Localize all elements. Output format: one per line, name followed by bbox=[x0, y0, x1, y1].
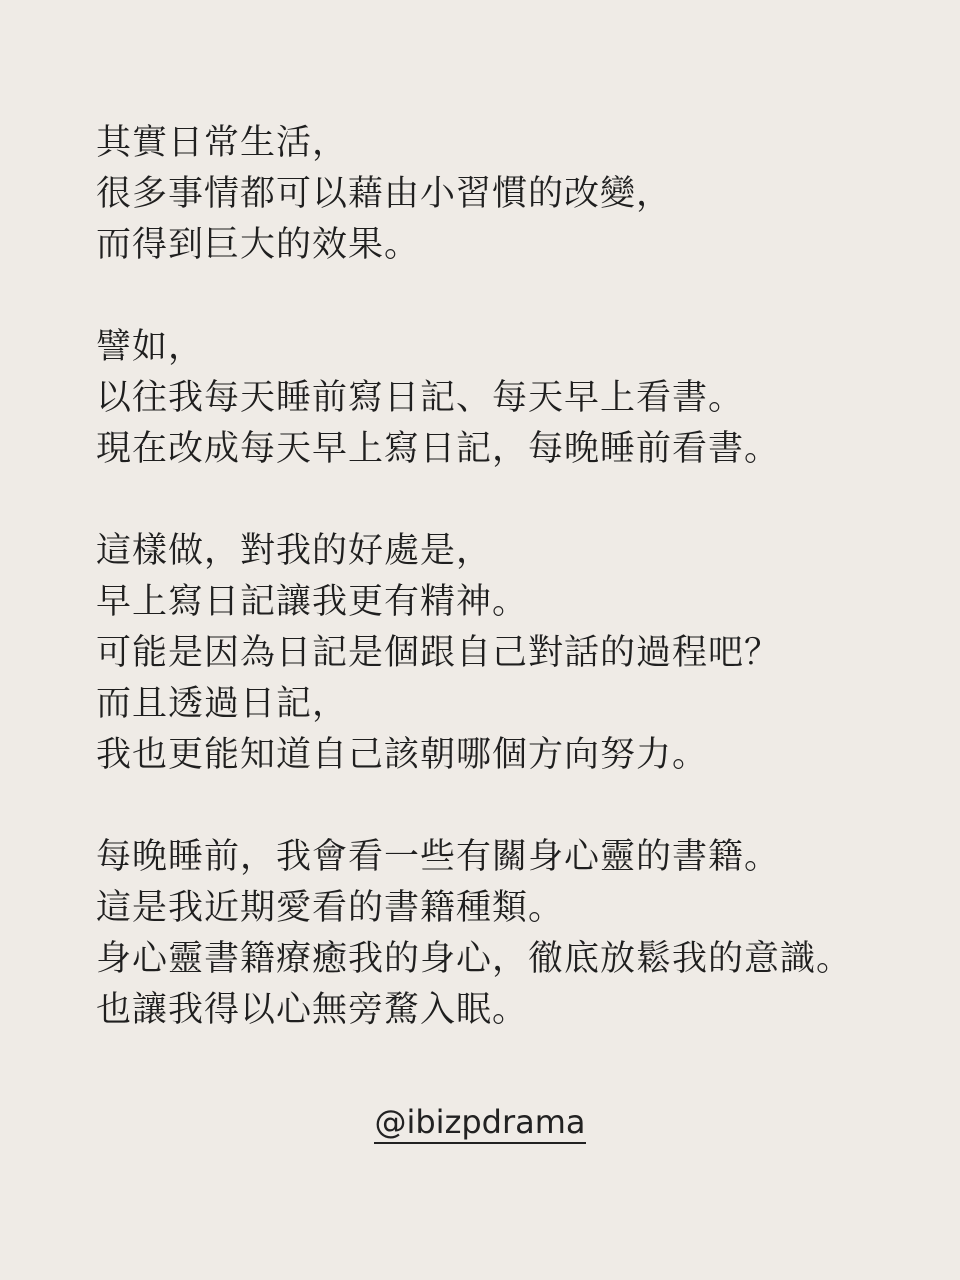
text-line: 也讓我得以心無旁騖入眠。 bbox=[96, 990, 529, 1030]
text-line: 而得到巨大的效果。 bbox=[96, 225, 421, 265]
text-line: 身心靈書籍療癒我的身心，徹底放鬆我的意識。 bbox=[96, 939, 853, 979]
text-line: 這樣做，對我的好處是， bbox=[96, 531, 493, 571]
text-line: 這是我近期愛看的書籍種類。 bbox=[96, 888, 565, 928]
author-handle bbox=[0, 1100, 960, 1144]
text-line: 每晚睡前，我會看一些有關身心靈的書籍。 bbox=[96, 837, 781, 877]
post-body bbox=[96, 118, 876, 1087]
text-line: 我也更能知道自己該朝哪個方向努力。 bbox=[96, 735, 709, 775]
text-line: 可能是因為日記是個跟自己對話的過程吧？ bbox=[96, 633, 781, 673]
text-line: 很多事情都可以藉由小習慣的改變， bbox=[96, 174, 673, 214]
text-line: 早上寫日記讓我更有精神。 bbox=[96, 582, 529, 622]
text-line: 現在改成每天早上寫日記，每晚睡前看書。 bbox=[96, 429, 781, 469]
text-line: 而且透過日記， bbox=[96, 684, 349, 724]
text-line: 以往我每天睡前寫日記、每天早上看書。 bbox=[96, 378, 745, 418]
paragraph-2 bbox=[96, 322, 876, 475]
paragraph-4 bbox=[96, 832, 876, 1036]
paragraph-1 bbox=[96, 118, 876, 271]
text-line: 譬如， bbox=[96, 327, 205, 367]
text-line: 其實日常生活， bbox=[96, 123, 349, 163]
paragraph-3 bbox=[96, 526, 876, 781]
author-handle-link[interactable]: @ibizpdrama bbox=[374, 1103, 585, 1144]
